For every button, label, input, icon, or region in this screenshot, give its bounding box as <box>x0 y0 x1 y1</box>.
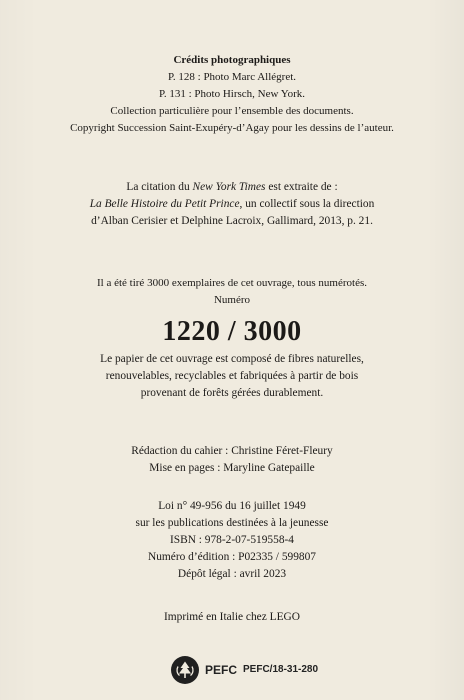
legal-line: Loi n° 49-956 du 16 juillet 1949 <box>158 500 306 512</box>
pefc-brand: PEFC <box>205 663 238 677</box>
legal-line: sur les publications destinées à la jeunesse <box>135 517 329 529</box>
legal-notice <box>0 498 464 583</box>
printer-line: Imprimé en Italie chez LEGO <box>164 611 300 623</box>
credits-line: Copyright Succession Saint-Exupéry-d’Agay pour les dessins de l’auteur. <box>70 122 394 134</box>
editorial-credits <box>0 443 464 477</box>
edition-statement: Il a été tiré 3000 exemplaires de cet ouvrage, tous numérotés. <box>96 277 367 289</box>
pefc-tree-logo-icon <box>171 656 199 684</box>
citation-intro: La citation du <box>126 181 193 193</box>
staff-line: Rédaction du cahier : Christine Féret-Fleury <box>131 445 333 457</box>
newspaper-title: New York Times <box>192 181 266 193</box>
edition-number-label: Numéro <box>213 294 251 306</box>
pefc-code: PEFC/18-31-280 <box>243 664 319 675</box>
citation-editors-intro: , un collectif sous la direction <box>239 198 375 210</box>
credits-heading: Crédits photographiques <box>173 54 291 66</box>
edition-code: Numéro d’édition : P02335 / 599807 <box>147 551 316 563</box>
citation-line-1 <box>0 179 464 196</box>
pefc-certification <box>171 656 318 684</box>
paper-line: provenant de forêts gérées durablement. <box>140 387 324 399</box>
credits-line: Collection particulière pour l’ensemble des documents. <box>110 105 354 117</box>
citation-source <box>0 179 464 230</box>
credits-line: P. 128 : Photo Marc Allégret. <box>167 71 297 83</box>
citation-line-2 <box>0 196 464 213</box>
printer-notice <box>0 609 464 626</box>
paper-notice <box>0 351 464 402</box>
staff-line: Mise en pages : Maryline Gatepaille <box>149 462 315 474</box>
credits-line: P. 131 : Photo Hirsch, New York. <box>158 88 306 100</box>
edition-number: 1220 / 3000 <box>162 316 302 347</box>
photo-credits <box>0 52 464 137</box>
paper-line: renouvelables, recyclables et fabriquées à partir de bois <box>105 370 359 382</box>
citation-intro-end: est extraite de : <box>265 181 338 193</box>
isbn: ISBN : 978-2-07-519558-4 <box>169 534 295 546</box>
paper-line: Le papier de cet ouvrage est composé de fibres naturelles, <box>100 353 364 365</box>
legal-deposit: Dépôt légal : avril 2023 <box>177 568 287 580</box>
limited-edition-notice <box>0 275 464 309</box>
citation-line-3: d’Alban Cerisier et Delphine Lacroix, Gallimard, 2013, p. 21. <box>91 215 373 227</box>
book-title: La Belle Histoire du Petit Prince <box>89 198 240 210</box>
